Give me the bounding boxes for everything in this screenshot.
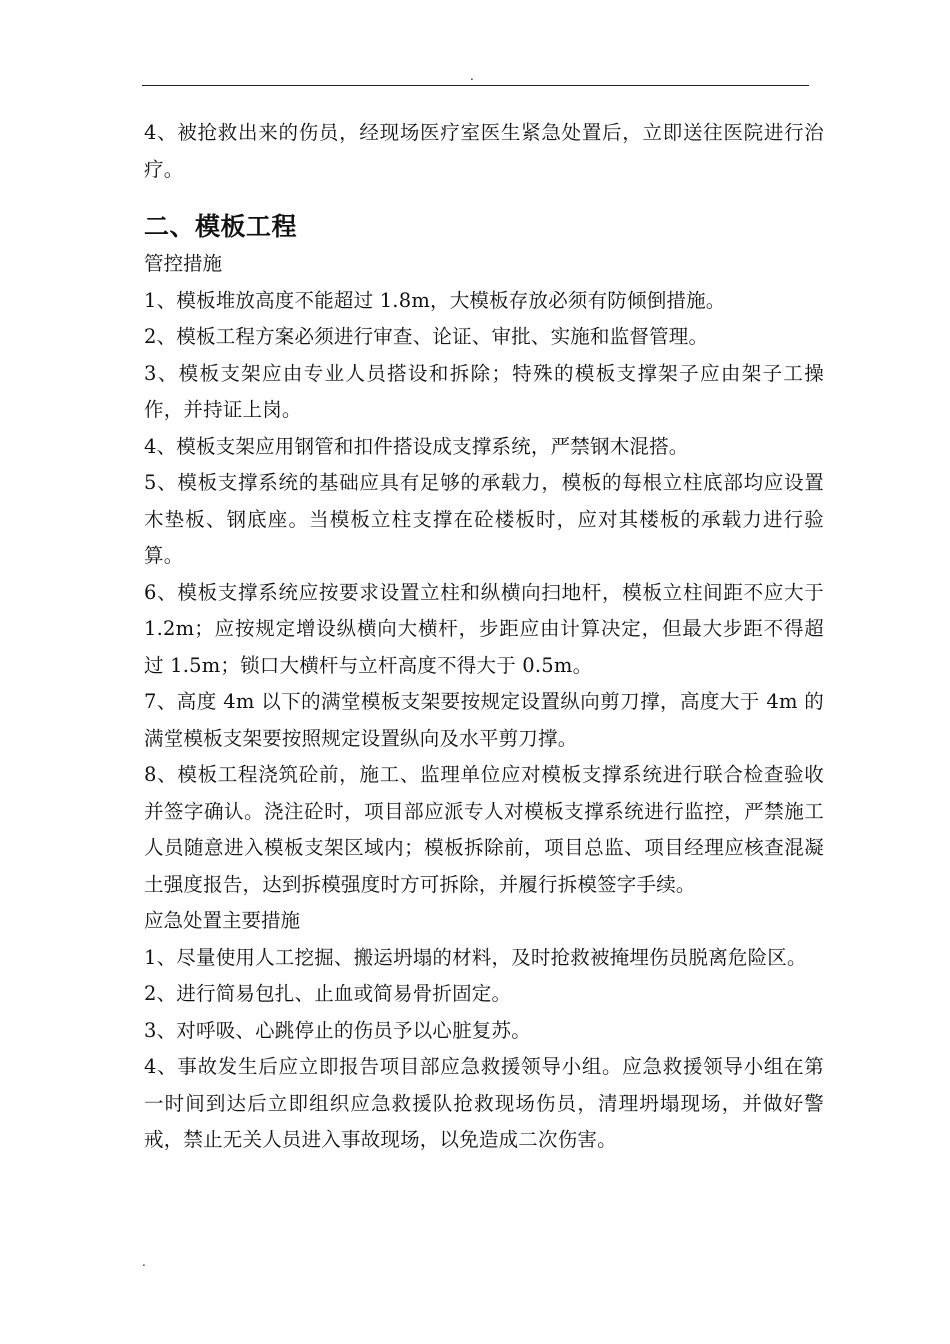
header-rule — [142, 85, 809, 86]
emergency-item-4: 4、事故发生后应立即报告项目部应急救援领导小组。应急救援领导小组在第一时间到达后立即组织应急救援队抢救现场伤员，清理坍塌现场，并做好警戒，禁止无关人员进入事故现场，以免造成二次伤害。 — [144, 1055, 824, 1151]
control-item-3: 3、模板支架应由专业人员搭设和拆除；特殊的模板支撑架子应由架子工操作，并持证上岗。 — [144, 361, 824, 421]
intro-item: 4、被抢救出来的伤员，经现场医疗室医生紧急处置后，立即送往医院进行治疗。 — [144, 121, 824, 181]
control-item-1: 1、模板堆放高度不能超过 1.8m，大模板存放必须有防倾倒措施。 — [144, 288, 726, 312]
document-body — [144, 115, 824, 1159]
emergency-item-1: 1、尽量使用人工挖掘、搬运坍塌的材料，及时抢救被掩埋伤员脱离危险区。 — [144, 945, 807, 969]
control-item-5: 5、模板支撑系统的基础应具有足够的承载力，模板的每根立柱底部均应设置木垫板、钢底座。当模板立柱支撑在砼楼板时，应对其楼板的承载力进行验算。 — [144, 471, 824, 567]
control-item-8: 8、模板工程浇筑砼前，施工、监理单位应对模板支撑系统进行联合检查验收并签字确认。浇注砼时，项目部应派专人对模板支撑系统进行监控，严禁施工人员随意进入模板支架区域内；模板拆除前，项目总监、项目经理应核查混凝土强度报告，达到拆模强度时方可拆除，并履行拆模签字手续。 — [144, 763, 824, 896]
emergency-heading: 应急处置主要措施 — [144, 909, 301, 932]
section-title: 二、模板工程 — [144, 212, 298, 241]
emergency-item-2: 2、进行简易包扎、止血或简易骨折固定。 — [144, 982, 512, 1005]
control-item-4: 4、模板支架应用钢管和扣件搭设成支撑系统，严禁钢木混搭。 — [144, 434, 689, 458]
emergency-item-3: 3、对呼吸、心跳停止的伤员予以心脏复苏。 — [144, 1018, 531, 1042]
header-mark: . — [470, 69, 474, 83]
footer-mark: . — [142, 1255, 146, 1269]
control-heading: 管控措施 — [144, 252, 223, 275]
control-item-2: 2、模板工程方案必须进行审查、论证、审批、实施和监督管理。 — [144, 325, 709, 348]
control-item-7: 7、高度 4m 以下的满堂模板支架要按规定设置纵向剪刀撑，高度大于 4m 的满堂模板支架要按照规定设置纵向及水平剪刀撑。 — [144, 690, 824, 750]
control-item-6: 6、模板支撑系统应按要求设置立柱和纵横向扫地杆，模板立柱间距不应大于 1.2m；应按规定增设纵横向大横杆，步距应由计算决定，但最大步距不得超过 1.5m；锁口大横杆与立杆高度不得大于 0.5m。 — [144, 580, 824, 677]
